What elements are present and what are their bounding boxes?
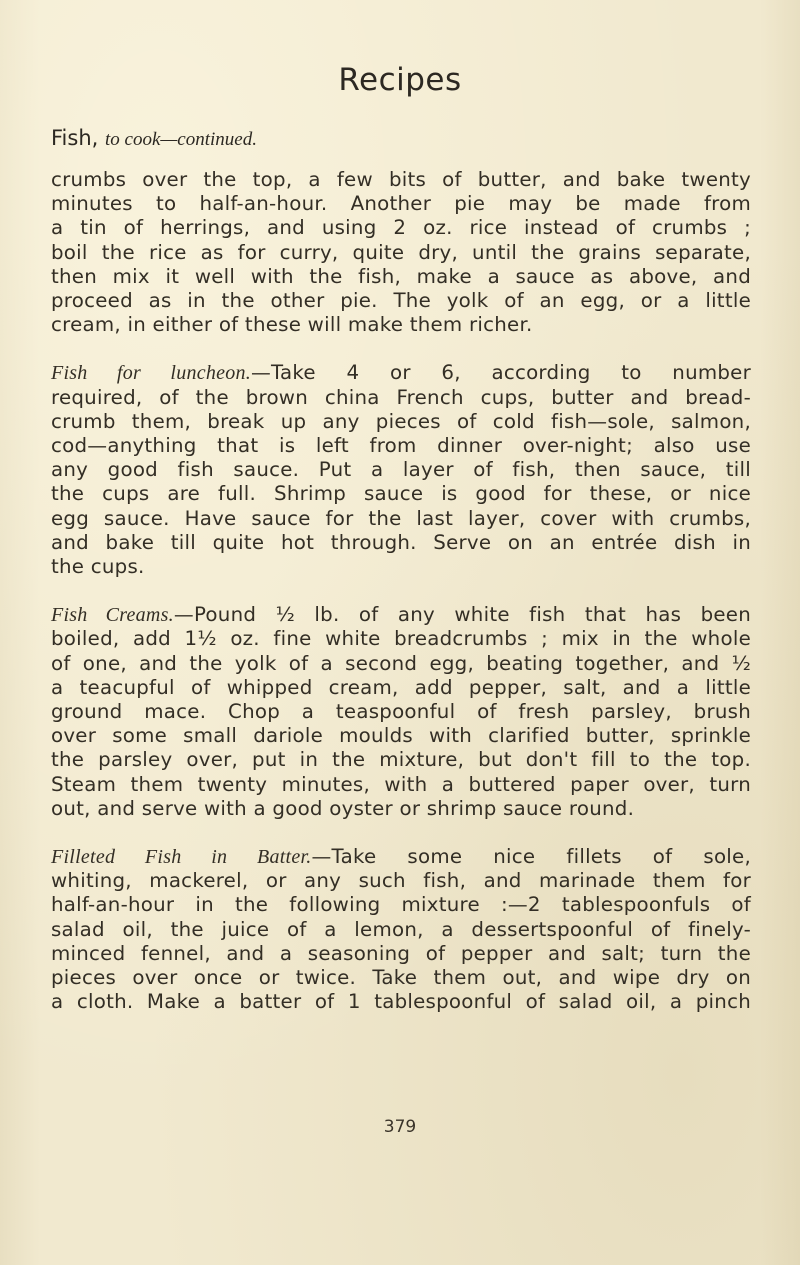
section-heading [51, 126, 257, 151]
text-line: Steam them twenty minutes, with a buttered paper over, turn [51, 772, 751, 796]
recipe-fish-creams [51, 603, 751, 821]
text-line: crumb them, break up any pieces of cold fish—sole, salmon, [51, 409, 751, 433]
text-line: the cups. [51, 555, 145, 579]
recipe-first-line-text: —Take 4 or 6, according to number [250, 361, 751, 385]
paragraph-continuation [51, 168, 751, 337]
recipe-first-line [51, 361, 751, 385]
text-line: out, and serve with a good oyster or shrimp sauce round. [51, 796, 635, 820]
recipe-title: Fish for luncheon. [51, 362, 251, 385]
text-line: crumbs over the top, a few bits of butter, and bake twenty [51, 168, 751, 191]
text-line: pieces over once or twice. Take them out, and wipe dry on [51, 966, 751, 990]
text-line: over some small dariole moulds with clarified butter, sprinkle [51, 724, 751, 748]
recipe-fish-for-luncheon [51, 361, 751, 579]
text-line: and bake till quite hot through. Serve on an entrée dish in [51, 530, 751, 554]
text-line: a teacupful of whipped cream, add pepper, salt, and a little [51, 675, 751, 699]
body-text [51, 168, 751, 1039]
text-line: required, of the brown china French cups, butter and bread- [51, 385, 751, 409]
text-line: boil the rice as for curry, quite dry, until the grains separate, [51, 240, 751, 264]
recipe-first-line-text: —Take some nice fillets of sole, [311, 845, 751, 869]
text-line: cream, in either of these will make them richer. [51, 313, 533, 337]
recipe-first-line [51, 845, 751, 869]
text-line: a tin of herrings, and using 2 oz. rice instead of crumbs ; [51, 216, 751, 240]
section-title: Fish, [51, 126, 99, 150]
text-line: any good fish sauce. Put a layer of fish, then sauce, till [51, 458, 751, 482]
text-line: the cups are full. Shrimp sauce is good for these, or nice [51, 482, 751, 506]
recipe-first-line-text: —Pound ½ lb. of any white fish that has been [173, 603, 751, 627]
text-line: proceed as in the other pie. The yolk of an egg, or a little [51, 289, 751, 313]
text-line: of one, and the yolk of a second egg, beating together, and ½ [51, 651, 751, 675]
recipe-title: Filleted Fish in Batter. [51, 846, 312, 869]
text-line: the parsley over, put in the mixture, but don't fill to the top. [51, 748, 751, 772]
text-line: minced fennel, and a seasoning of pepper and salt; turn the [51, 941, 751, 965]
running-head: Recipes [338, 62, 462, 98]
text-line: whiting, mackerel, or any such fish, and marinade them for [51, 869, 751, 893]
section-subtitle: to cook—continued. [105, 129, 257, 150]
recipe-first-line [51, 603, 751, 627]
text-line: salad oil, the juice of a lemon, a dessertspoonful of finely- [51, 917, 751, 941]
text-line: half-an-hour in the following mixture :—2 tablespoonfuls of [51, 893, 751, 917]
text-line: ground mace. Chop a teaspoonful of fresh parsley, brush [51, 700, 751, 724]
text-line: then mix it well with the fish, make a sauce as above, and [51, 264, 751, 288]
text-line: boiled, add 1½ oz. fine white breadcrumbs ; mix in the whole [51, 627, 751, 651]
recipe-title: Fish Creams. [51, 604, 174, 627]
text-line: a cloth. Make a batter of 1 tablespoonful of salad oil, a pinch [51, 990, 751, 1014]
text-line: cod—anything that is left from dinner over-night; also use [51, 434, 751, 458]
page-number: 379 [383, 1117, 417, 1137]
recipe-filleted-fish-in-batter [51, 845, 751, 1014]
text-line: minutes to half-an-hour. Another pie may be made from [51, 192, 751, 216]
text-line: egg sauce. Have sauce for the last layer, cover with crumbs, [51, 506, 751, 530]
